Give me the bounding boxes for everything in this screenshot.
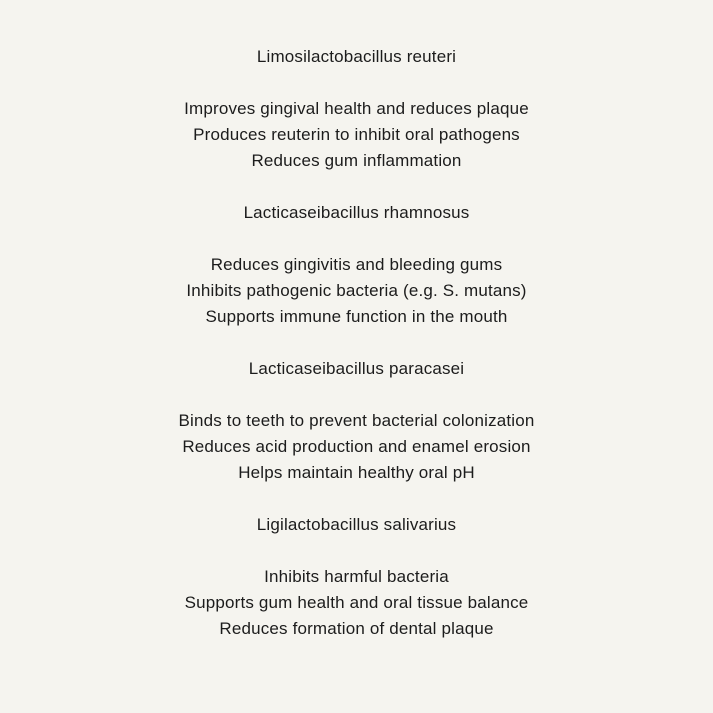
- strain-list: [0, 44, 713, 642]
- benefit-list: [0, 408, 713, 486]
- benefit-item: Reduces acid production and enamel erosion: [182, 437, 531, 456]
- strain-section: [0, 356, 713, 486]
- benefit-item: Supports gum health and oral tissue balance: [184, 593, 529, 612]
- strain-name: Lacticaseibacillus paracasei: [248, 359, 465, 378]
- benefit-item: Reduces gum inflammation: [251, 151, 462, 170]
- benefit-list: [0, 564, 713, 642]
- strain-name: Ligilactobacillus salivarius: [256, 515, 457, 534]
- benefit-item: Improves gingival health and reduces plaque: [184, 99, 529, 118]
- strain-section: [0, 200, 713, 330]
- benefit-list: [0, 252, 713, 330]
- benefit-list: [0, 96, 713, 174]
- benefit-item: Inhibits pathogenic bacteria (e.g. S. mutans): [186, 281, 527, 300]
- strain-section: [0, 44, 713, 174]
- benefit-item: Helps maintain healthy oral pH: [238, 463, 475, 482]
- benefit-item: Produces reuterin to inhibit oral pathogens: [193, 125, 520, 144]
- benefit-item: Reduces gingivitis and bleeding gums: [210, 255, 503, 274]
- strain-name: Lacticaseibacillus rhamnosus: [243, 203, 470, 222]
- strain-name: Limosilactobacillus reuteri: [256, 47, 457, 66]
- benefit-item: Binds to teeth to prevent bacterial colonization: [178, 411, 535, 430]
- benefit-item: Inhibits harmful bacteria: [264, 567, 449, 586]
- benefit-item: Supports immune function in the mouth: [205, 307, 508, 326]
- benefit-item: Reduces formation of dental plaque: [219, 619, 494, 638]
- strain-section: [0, 512, 713, 642]
